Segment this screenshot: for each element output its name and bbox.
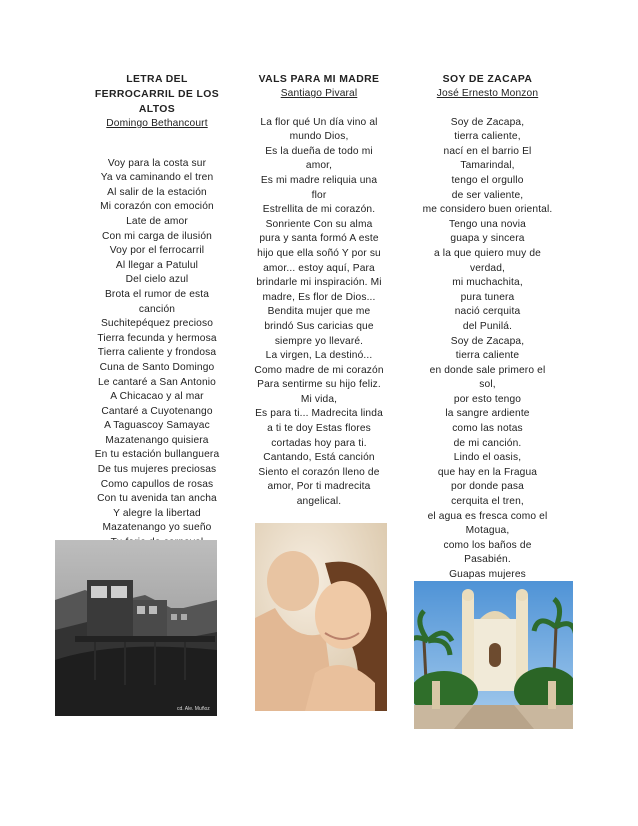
- poem-line: Mi corazón con emoción: [100, 201, 214, 213]
- poem-line: Es la dueña de todo mi: [265, 145, 373, 157]
- poem-line: tierra caliente: [455, 350, 520, 362]
- poem-line: Mazatenango yo sueño: [102, 522, 212, 534]
- poem-line: Pasabién.: [464, 554, 511, 566]
- poem-line: De tus mujeres preciosas: [97, 464, 217, 476]
- poem-column-vals: [254, 72, 384, 510]
- poem-title: [420, 72, 555, 87]
- poem-line: tierra caliente,: [454, 131, 521, 143]
- poem-line: Lindo el oasis,: [453, 452, 522, 464]
- poem-line: de mi canción.: [453, 437, 522, 449]
- poem-line: cortadas hoy para ti.: [271, 437, 367, 449]
- poem-line: Como capullos de rosas: [100, 478, 214, 490]
- poem-line: Mazatenango quisiera: [105, 434, 209, 446]
- poem-line: Ya va caminando el tren: [100, 172, 214, 184]
- poem-line: Es para ti... Madrecita linda: [255, 408, 383, 420]
- poem-line: Cantaré a Cuyotenango: [101, 405, 213, 417]
- poem-line: a ti te doy Estas flores: [267, 423, 371, 435]
- poem-line: canción: [138, 303, 176, 315]
- poem-author: José Ernesto Monzon: [436, 88, 539, 99]
- poem-line: en donde sale primero el: [429, 364, 546, 376]
- poem-line: Guapas mujeres: [449, 569, 526, 580]
- poem-line: Tierra caliente y frondosa: [97, 347, 217, 359]
- poem-line: por donde pasa: [451, 481, 524, 493]
- poem-line: amor, Por ti madrecita: [267, 481, 371, 493]
- poem-line: nací en el barrio El: [443, 145, 532, 157]
- title-line: LETRA DEL: [126, 74, 188, 85]
- poem-line: mi muchachita,: [452, 277, 523, 289]
- poem-line: Tierra fecunda y hermosa: [97, 332, 217, 344]
- poem-line: Tamarindal,: [460, 160, 515, 172]
- poem-line: Cantando, Está canción: [263, 452, 375, 464]
- poem-line: guapa y sincera: [450, 233, 525, 245]
- poem-line: como las notas: [452, 423, 523, 435]
- poem-line: hijo que ella soñó Y por su: [257, 247, 381, 259]
- poem-line: Del cielo azul: [125, 274, 189, 286]
- title-line: SOY DE ZACAPA: [442, 74, 533, 85]
- poem-line: verdad,: [469, 262, 506, 274]
- train-photo: [55, 540, 217, 716]
- poem-line: cerquita el tren,: [451, 496, 524, 508]
- poem-line: Brota el rumor de esta: [104, 288, 210, 300]
- poem-line: Le cantaré a San Antonio: [97, 376, 216, 388]
- poem-line: Con mi carga de ilusión: [102, 230, 212, 242]
- poem-line: mundo Dios,: [289, 131, 349, 143]
- poem-line: brindó Sus caricias que: [264, 320, 374, 332]
- mother-baby-photo: [255, 523, 387, 711]
- poem-line: La virgen, La destinó...: [265, 350, 373, 362]
- poem-line: que hay en la Fragua: [437, 466, 538, 478]
- poem-author: Domingo Bethancourt: [106, 118, 208, 129]
- poem-line: brindarle mi inspiración. Mi: [256, 277, 382, 289]
- poem-line: madre, Es flor de Dios...: [262, 291, 376, 303]
- poem-line: el agua es fresca como el: [427, 510, 548, 522]
- poem-line: Motagua,: [465, 525, 510, 537]
- poem-line: flor: [311, 189, 327, 201]
- poem-line: Voy por el ferrocarril: [109, 245, 205, 257]
- poem-line: En tu estación bullanguera: [94, 449, 220, 461]
- poem-line: Sonriente Con su alma: [265, 218, 373, 230]
- poem-line: de ser valiente,: [451, 189, 524, 201]
- poem-line: Y alegre la libertad: [113, 507, 201, 519]
- title-line: FERROCARRIL DE LOS: [94, 89, 220, 100]
- poem-line: Es mi madre reliquia una: [260, 174, 378, 186]
- photo-credit: cd. Ale. Muñoz: [177, 706, 210, 712]
- poem-line: por esto tengo: [453, 393, 522, 405]
- poem-line: Soy de Zacapa,: [450, 335, 525, 347]
- poem-line: A Taguascoy Samayac: [104, 420, 210, 432]
- church-photo: [414, 581, 573, 729]
- poem-verses: [90, 157, 224, 551]
- poem-line: me considero buen oriental.: [422, 204, 553, 216]
- poem-title: [254, 72, 384, 87]
- poem-line: Soy de Zacapa,: [450, 116, 525, 128]
- poem-line: a la que quiero muy de: [434, 247, 541, 259]
- poem-line: Tengo una novia: [448, 218, 527, 230]
- poem-line: Cuna de Santo Domingo: [99, 361, 215, 373]
- poem-line: nació cerquita: [454, 306, 521, 318]
- poem-line: como los baños de: [443, 539, 532, 551]
- poem-line: Para sentirme su hijo feliz.: [257, 379, 381, 391]
- poem-line: angelical.: [296, 496, 342, 508]
- poem-line: Late de amor: [126, 215, 188, 227]
- poem-line: Siento el corazón lleno de: [258, 466, 380, 478]
- poem-line: Al llegar a Patulul: [115, 259, 199, 271]
- poem-line: amor... estoy aquí, Para: [263, 262, 375, 274]
- poem-line: Bendita mujer que me: [267, 306, 371, 318]
- poem-line: tengo el orgullo: [451, 174, 524, 186]
- poem-verses: [254, 116, 384, 510]
- poem-line: Estrellita de mi corazón.: [262, 204, 376, 216]
- poem-line: Mi vida,: [300, 393, 338, 405]
- poem-line: Con tu avenida tan ancha: [97, 493, 217, 505]
- poem-line: pura tunera: [460, 291, 515, 303]
- poem-author: Santiago Pivaral: [280, 88, 358, 99]
- poem-line: A Chicacao y al mar: [110, 391, 204, 403]
- poem-line: Como madre de mi corazón: [254, 364, 384, 376]
- poem-line: La flor qué Un día vino al: [260, 116, 378, 128]
- poem-line: Suchitepéquez precioso: [100, 318, 214, 330]
- poem-title: [90, 72, 224, 117]
- poem-line: amor,: [305, 160, 333, 172]
- poem-line: siempre yo llevaré.: [274, 335, 364, 347]
- poem-line: Al salir de la estación: [107, 186, 207, 198]
- poem-line: sol,: [479, 379, 496, 391]
- poem-line: pura y santa formó A este: [259, 233, 379, 245]
- poem-line: la sangre ardiente: [445, 408, 530, 420]
- poem-line: Voy para la costa sur: [107, 157, 207, 169]
- title-line: VALS PARA MI MADRE: [258, 74, 380, 85]
- poem-column-ferrocarril: [90, 72, 224, 551]
- poem-line: del Punilá.: [462, 320, 513, 332]
- title-line: ALTOS: [138, 104, 176, 115]
